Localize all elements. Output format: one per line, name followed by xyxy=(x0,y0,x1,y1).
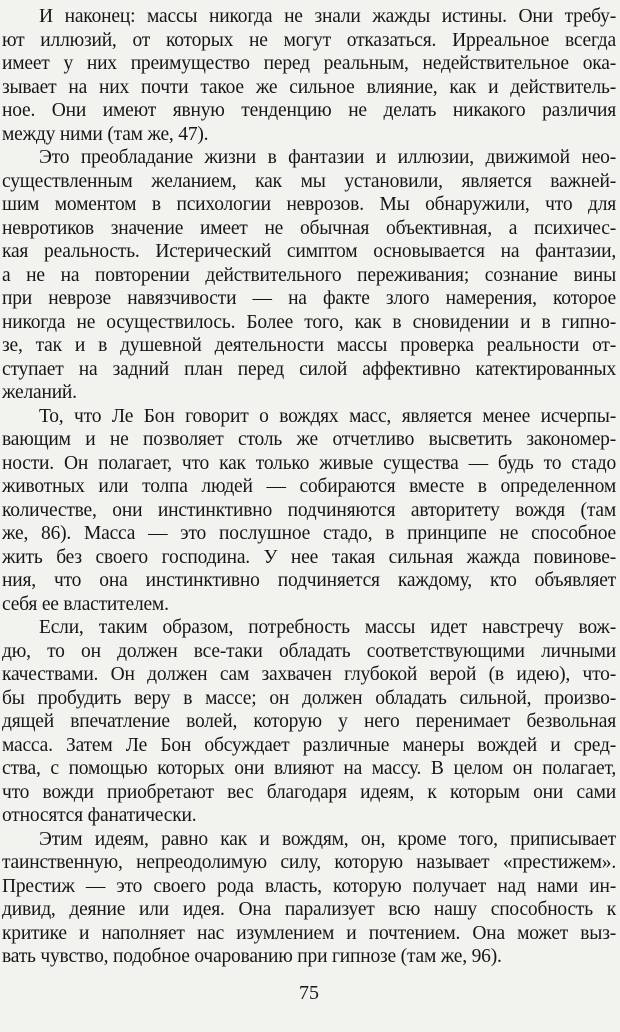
text-line: животных или толпа людей — собираются вместе в определенном xyxy=(2,476,616,497)
text-line: кая реальность. Истерический симптом основывается на фантазии, xyxy=(2,241,616,262)
text-line: жить без своего господина. У нее такая сильная жажда повинове- xyxy=(2,546,616,568)
text-line: И наконец: массы никогда не знали жажды истины. Они требу- xyxy=(39,6,616,27)
text-line: ности. Он полагает, что как только живые существа — будь то стадо xyxy=(2,452,616,474)
text-line: ства, с помощью которых они влияют на массу. В целом он полагает, xyxy=(2,758,616,779)
text-line: существленным желанием, как мы установили, является важней- xyxy=(2,170,616,192)
text-line: масса. Затем Ле Бон обсуждает различные манеры вождей и сред- xyxy=(2,734,616,756)
text-line: качествами. Он должен сам захвачен глубокой верой (в идею), что- xyxy=(2,664,616,685)
text-line: Этим идеям, равно как и вождям, он, кроме того, приписывает xyxy=(39,828,616,850)
paragraph xyxy=(2,146,616,405)
page-number: 75 xyxy=(299,981,319,1004)
text-line: а не на повторении действительного переживания; сознание вины xyxy=(2,264,616,286)
text-line: критике и наполняет нас изумлением и почтением. Она может выз- xyxy=(2,922,616,944)
text-line: ное. Они имеют явную тенденцию не делать никакого различия xyxy=(2,100,616,121)
paragraph xyxy=(2,828,616,969)
text-line: количестве, они инстинктивно подчиняются авторитету вождя (там xyxy=(2,499,616,521)
text-line: имеет у них преимущество перед реальным, недействительное ока- xyxy=(2,53,616,74)
text-line: ступает на задний план перед силой аффективно катектированных xyxy=(2,358,616,380)
text-line: ют иллюзий, от которых не могут отказаться. Ирреальное всегда xyxy=(2,29,616,51)
text-line: желаний. xyxy=(2,382,77,403)
text-line: вающим и не позволяет столь же отчетливо высветить закономер- xyxy=(2,429,616,450)
text-line: дю, то он должен все-таки обладать соответствующими личными xyxy=(2,640,616,662)
text-line: дивид, деяние или идея. Она парализует всю нашу способность к xyxy=(2,899,616,920)
paragraph xyxy=(2,5,616,146)
text-line: То, что Ле Бон говорит о вождях масс, является менее исчерпы- xyxy=(39,405,616,427)
page-text xyxy=(2,5,616,969)
text-line: бы пробудить веру в массе; он должен обладать сильной, произво- xyxy=(2,687,616,709)
text-line: никогда не осуществилось. Более того, как в сновидении и в гипно- xyxy=(2,311,616,333)
text-line: между ними (там же, 47). xyxy=(2,123,209,145)
text-line: шим моментом в психологии неврозов. Мы обнаружили, что для xyxy=(2,194,616,215)
text-line: же, 86). Масса — это послушное стадо, в принципе не способное xyxy=(2,523,616,544)
text-line: относятся фанатически. xyxy=(2,805,197,826)
text-line: таинственную, непреодолимую силу, которую называет «престижем». xyxy=(2,852,616,873)
text-line: зывает на них почти такое же сильное влияние, как и действитель- xyxy=(2,76,616,98)
text-line: дящей впечатление волей, которую у него перенимает безвольная xyxy=(2,711,616,732)
paragraph xyxy=(2,616,616,828)
text-line: ния, что она инстинктивно подчиняется каждому, кто объявляет xyxy=(2,570,616,591)
text-line: что вожди приобретают вес благодаря идеям, к которым они сами xyxy=(2,781,616,803)
text-line: Престиж — это своего рода власть, которую получает над нами ин- xyxy=(2,875,616,897)
text-line: вать чувство, подобное очарованию при гипнозе (там же, 96). xyxy=(2,946,502,967)
text-line: зе, так и в душевной деятельности массы проверка реальности от- xyxy=(2,335,616,356)
text-line: себя ее властителем. xyxy=(2,593,169,615)
text-line: невротиков значение имеет не обычная объективная, а психичес- xyxy=(2,217,616,239)
paragraph xyxy=(2,405,616,617)
text-line: Это преобладание жизни в фантазии и иллюзии, движимой нео- xyxy=(39,147,616,168)
text-line: Если, таким образом, потребность массы идет навстречу вож- xyxy=(39,617,616,638)
text-line: при неврозе навязчивости — на факте злого намерения, которое xyxy=(2,288,616,309)
